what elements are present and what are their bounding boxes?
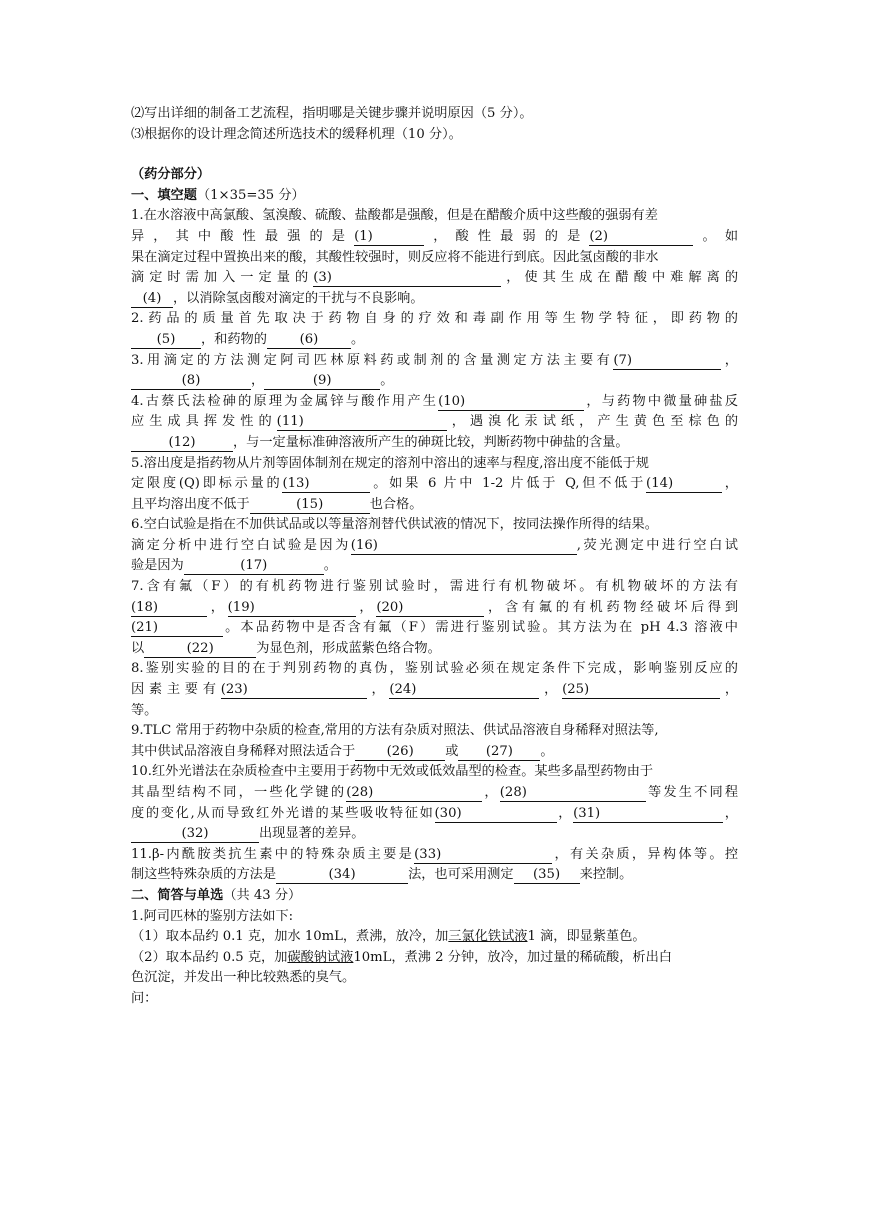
intro-line-2: ⑵写出详细的制备工艺流程，指明哪是关键步骤并说明原因（5 分）。: [131, 106, 533, 121]
q9-line-b: 其中供试品溶液自身稀释对照法适合于 (26) 或 (27) 。: [131, 743, 554, 759]
section-2-heading: [131, 886, 738, 907]
q5-line-a: 5.溶出度是指药物从片剂等固体制剂在规定的溶剂中溶出的速率与程度,溶出度不能低于规: [131, 455, 649, 471]
blank-33: (33): [414, 847, 552, 864]
blank-8: (8): [131, 373, 251, 390]
blank-6: (6): [267, 332, 351, 349]
s1-title: 1.阿司匹林的鉴别方法如下:: [131, 908, 294, 924]
q1-line-a: 1.在水溶液中高氯酸、氢溴酸、硫酸、盐酸都是强酸，但是在醋酸介质中这些酸的强弱有差: [131, 208, 658, 224]
section-2-title: 二、简答与单选: [131, 887, 224, 903]
s1-item-1: （1）取本品约 0.1 克，加水 10mL，煮沸，放冷，加三氯化铁试液1 滴，即显紫堇色。: [131, 929, 646, 945]
part-title: （药分部分）: [131, 167, 211, 183]
q7-line-a: 7.含有氟（F）的有机药物进行鉴别试验时，需进行有机物破坏。有机物破坏的方法有: [131, 579, 738, 595]
blank-23: (23): [221, 682, 367, 699]
blank-19: (19): [228, 600, 356, 617]
q8-line-c: 等。: [131, 702, 158, 718]
q6-line-b: 滴定分析中进行空白试验是因为(16) ,荧光测定中进行空白试: [131, 537, 738, 553]
blank-30: (30): [435, 806, 557, 823]
q4-line-a: 4.古蔡氏法检砷的原理为金属锌与酸作用产生(10) ，与药物中微量砷盐反: [131, 393, 738, 409]
blank-10: (10): [438, 394, 584, 411]
blank-34: (34): [276, 867, 408, 884]
blank-12: (12): [131, 435, 233, 452]
blank-2: (2): [589, 229, 693, 246]
section-1-title: 一、填空题: [131, 187, 197, 203]
q5-line-b: 定限度(Q)即标示量的(13) 。如果 6 片中 1-2 片低于 Q,但不低于(14) ，: [131, 476, 738, 492]
blank-7: (7): [613, 353, 721, 370]
q1-line-d: 滴定时需加入一定量的(3) ，使其生成在醋酸中难解离的: [131, 270, 738, 286]
blank-32: (32): [131, 826, 259, 843]
blank-13: (13): [282, 476, 370, 493]
q10-line-d: (32) 出现显著的差异。: [131, 824, 738, 845]
q6-line-c: 验是因为 (17) 。: [131, 558, 337, 574]
blank-4: (4): [131, 291, 173, 308]
q7-line-c: (21) 。本品药物中是否含有氟（F）需进行鉴别试验。其方法为在 pH 4.3 溶液中: [131, 620, 738, 636]
blank-20: (20): [376, 600, 484, 617]
blank-9: (9): [264, 373, 380, 390]
reagent-sodium-carbonate: 碳酸钠试液: [287, 949, 354, 965]
blank-14: (14): [646, 476, 722, 493]
q3-line-b: (8) ， (9) 。: [131, 371, 738, 392]
blank-31: (31): [573, 806, 723, 823]
blank-25: (25): [562, 682, 720, 699]
blank-17: (17): [184, 558, 324, 575]
q7-line-d: 以 (22) 为显色剂，形成蓝紫色络合物。: [131, 640, 441, 656]
q4-line-c: (12) ，与一定量标准砷溶液所产生的砷斑比较，判断药物中砷盐的含量。: [131, 433, 738, 454]
q1-line-b: 异，其中酸性最强的是(1) ，酸性最弱的是(2) 。如: [131, 228, 738, 244]
blank-24: (24): [389, 682, 539, 699]
q5-line-c: 且平均溶出度不低于 (15) 也合格。: [131, 496, 423, 512]
q8-line-a: 8.鉴别实验的目的在于判别药物的真伪，鉴别试验必须在规定条件下完成，影响鉴别反应的: [131, 661, 738, 677]
blank-11: (11): [277, 414, 447, 431]
blank-35: (35): [514, 867, 580, 884]
q7-line-b: (18) ，(19) ，(20) ，含有氟的有机药物经破坏后得到: [131, 599, 738, 615]
q11-line-b: 制这些特殊杂质的方法是 (34) 法，也可采用测定 (35) 来控制。: [131, 867, 633, 883]
q2-line-a: 2.药品的质量首先取决于药物自身的疗效和毒副作用等生物学特征，即药物的: [131, 311, 738, 327]
exam-page: [131, 104, 738, 1010]
blank-21: (21): [131, 620, 223, 637]
blank-18: (18): [131, 600, 207, 617]
blank-28b: (28): [500, 785, 646, 802]
q1-line-e: (4) ，以消除氢卤酸对滴定的干扰与不良影响。: [131, 289, 738, 310]
blank-3: (3): [313, 270, 501, 287]
q4-line-b: 应生成具挥发性的(11) ，遇溴化汞试纸，产生黄色至棕色的: [131, 414, 738, 430]
q2-line-b: (5) ，和药物的 (6) 。: [131, 330, 738, 351]
blank-27: (27): [458, 744, 540, 761]
blank-26: (26): [355, 744, 445, 761]
reagent-ferric-chloride: 三氯化铁试液: [448, 929, 528, 945]
blank-16: (16): [351, 538, 577, 555]
blank-1: (1): [354, 229, 424, 246]
q8-line-b: 因素主要有(23) ，(24) ，(25) ，: [131, 682, 738, 698]
s1-item-2: （2）取本品约 0.5 克，加碳酸钠试液10mL，煮沸 2 分钟，放冷，加过量的稀硫酸，析出白: [131, 949, 672, 965]
q11-line-a: 11.β-内酰胺类抗生素中的特殊杂质主要是(33) ，有关杂质，异构体等。控: [131, 846, 738, 862]
s1-item-2-cont: 色沉淀，并发出一种比较熟悉的臭气。: [131, 970, 356, 986]
q9-line-a: 9.TLC 常用于药物中杂质的检查,常用的方法有杂质对照法、供试品溶液自身稀释对照法等,: [131, 723, 659, 739]
blank-15: (15): [250, 497, 370, 514]
q1-line-c: 果在滴定过程中置换出来的酸，其酸性较强时，则反应将不能进行到底。因此氢卤酸的非水: [131, 249, 659, 265]
blank-22: (22): [144, 641, 256, 658]
q6-line-a: 6.空白试验是指在不加供试品或以等量溶剂替代供试液的情况下，按同法操作所得的结果。: [131, 517, 658, 533]
section-1-score: （1×35=35 分）: [196, 187, 305, 203]
s1-ask: 问：: [131, 990, 158, 1006]
q10-line-c: 度的变化,从而导致红外光谱的某些吸收特征如(30) ，(31) ，: [131, 805, 738, 821]
intro-line-3: ⑶根据你的设计理念简述所选技术的缓释机理（10 分）。: [131, 126, 462, 142]
q10-line-b: 其晶型结构不同，一些化学键的(28) ，(28) 等发生不同程: [131, 785, 738, 800]
blank-28a: (28): [346, 785, 482, 802]
q3-line-a: 3.用滴定的方法测定阿司匹林原料药或制剂的含量测定方法主要有(7) ，: [131, 352, 738, 368]
section-2-score: （共 43 分）: [223, 887, 302, 903]
q10-line-a: 10.红外光谱法在杂质检查中主要用于药物中无效或低效晶型的检查。某些多晶型药物由于: [131, 764, 654, 780]
section-1-heading: [131, 186, 738, 207]
blank-5: (5): [131, 332, 201, 349]
